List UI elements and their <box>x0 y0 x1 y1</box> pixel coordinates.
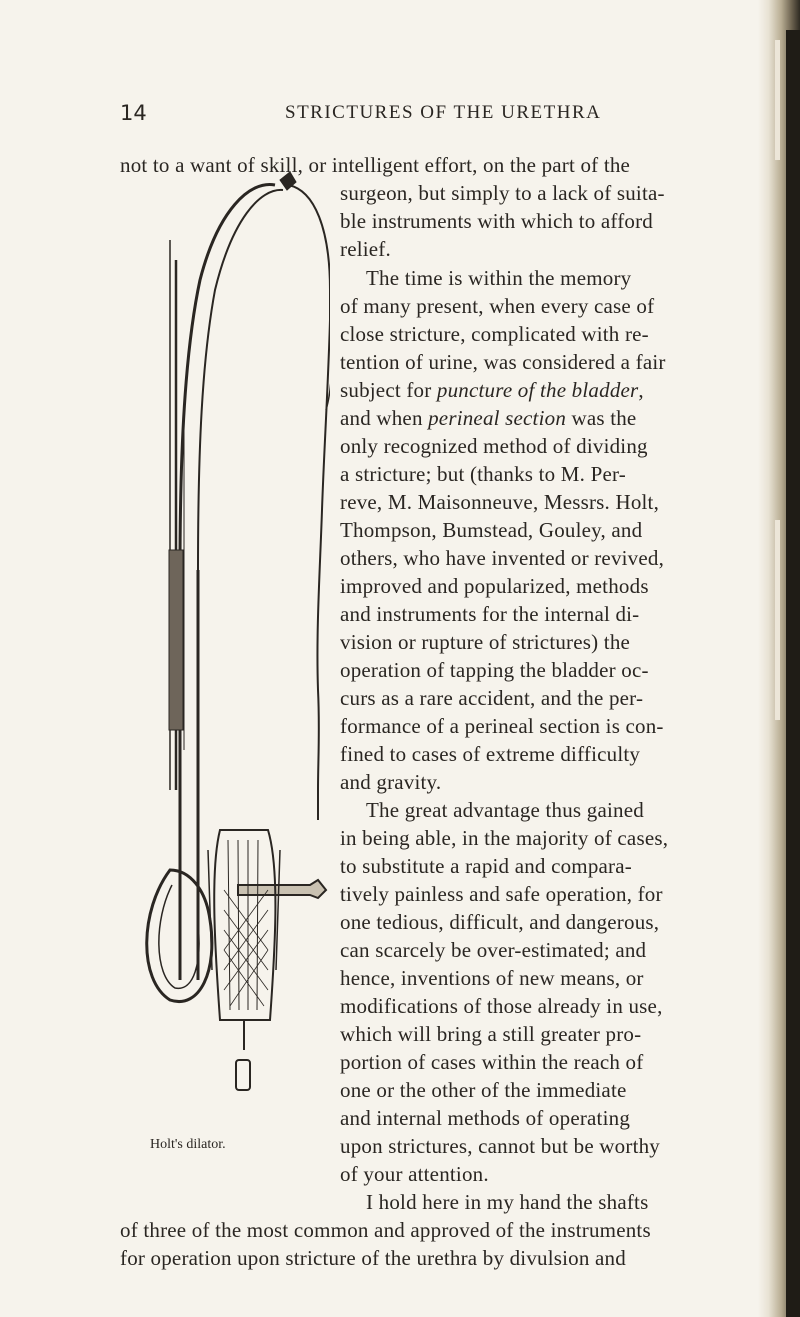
text-line: portion of cases within the reach of <box>340 1050 644 1074</box>
text-line: Thompson, Bumstead, Gouley, and <box>340 518 643 542</box>
curved-beak <box>180 184 275 570</box>
text-line: tention of urine, was considered a fair <box>340 350 666 374</box>
text-line: only recognized method of dividing <box>340 434 648 458</box>
running-head: STRICTURES OF THE URETHRA <box>285 102 602 123</box>
figure-caption: Holt's dilator. <box>150 1137 226 1152</box>
text-line: close stricture, complicated with re- <box>340 322 649 346</box>
italic-term: perineal section <box>428 406 567 430</box>
text-line: formance of a perineal section is con- <box>340 714 664 738</box>
outer-sheath <box>288 185 330 790</box>
text-line: operation of tapping the bladder oc- <box>340 658 649 682</box>
handle-checkering <box>224 890 268 1006</box>
text-line: improved and popularized, methods <box>340 574 649 598</box>
adjusting-screw <box>238 880 326 898</box>
text-line: and internal methods of operating <box>340 1106 631 1130</box>
threaded-segment <box>169 550 183 730</box>
text-line: ble instruments with which to afford <box>340 209 654 233</box>
text-run: subject for <box>340 378 437 402</box>
text-line: fined to cases of extreme difficulty <box>340 742 641 766</box>
text-line: modifications of those already in use, <box>340 994 663 1018</box>
text-line: upon strictures, cannot but be worthy <box>340 1134 661 1158</box>
page-number: 14 <box>120 101 147 125</box>
text-run: and when <box>340 406 429 430</box>
text-run: , <box>638 378 644 402</box>
text-line: and instruments for the internal di- <box>340 602 640 626</box>
text-line <box>340 377 755 403</box>
text-line: I hold here in my hand the shafts <box>366 1190 649 1214</box>
italic-term: puncture of the bladder <box>436 378 639 402</box>
handle-sides <box>208 850 280 970</box>
text-line: not to a want of skill, or intelligent effort, on the part of the <box>120 153 631 177</box>
holts-dilator-illustration <box>140 150 330 1125</box>
text-line: can scarcely be over-estimated; and <box>340 938 647 962</box>
text-line: vision or rupture of strictures) the <box>340 630 631 654</box>
text-run: was the <box>566 406 637 430</box>
text-line: The great advantage thus gained <box>366 798 644 822</box>
text-line: to substitute a rapid and compara- <box>340 854 632 878</box>
text-line: hence, inventions of new means, or <box>340 966 644 990</box>
text-line: of your attention. <box>340 1162 489 1186</box>
text-line: and gravity. <box>340 770 442 794</box>
text-line: others, who have invented or revived, <box>340 546 665 570</box>
text-line: curs as a rare accident, and the per- <box>340 686 644 710</box>
text-line: The time is within the memory <box>366 266 632 290</box>
text-line <box>340 405 755 431</box>
edge-highlight <box>775 40 780 160</box>
text-line: of three of the most common and approved of the instruments <box>120 1218 651 1242</box>
text-line: in being able, in the majority of cases, <box>340 826 669 850</box>
text-line: for operation upon stricture of the urethra by divulsion and <box>120 1246 626 1270</box>
text-line: which will bring a still greater pro- <box>340 1022 642 1046</box>
edge-highlight <box>775 520 780 720</box>
text-line: one or the other of the immediate <box>340 1078 627 1102</box>
text-line: one tedious, difficult, and dangerous, <box>340 910 660 934</box>
binding-edge <box>786 30 800 1317</box>
end-knob <box>236 1060 250 1090</box>
text-line: relief. <box>340 237 391 261</box>
text-line: a stricture; but (thanks to M. Per- <box>340 462 626 486</box>
text-line: reve, M. Maisonneuve, Messrs. Holt, <box>340 490 660 514</box>
handle-grooves <box>228 840 258 1010</box>
text-line: tively painless and safe operation, for <box>340 882 663 906</box>
text-line: of many present, when every case of <box>340 294 655 318</box>
handle-body <box>214 830 275 1020</box>
text-line: surgeon, but simply to a lack of suita- <box>340 181 665 205</box>
